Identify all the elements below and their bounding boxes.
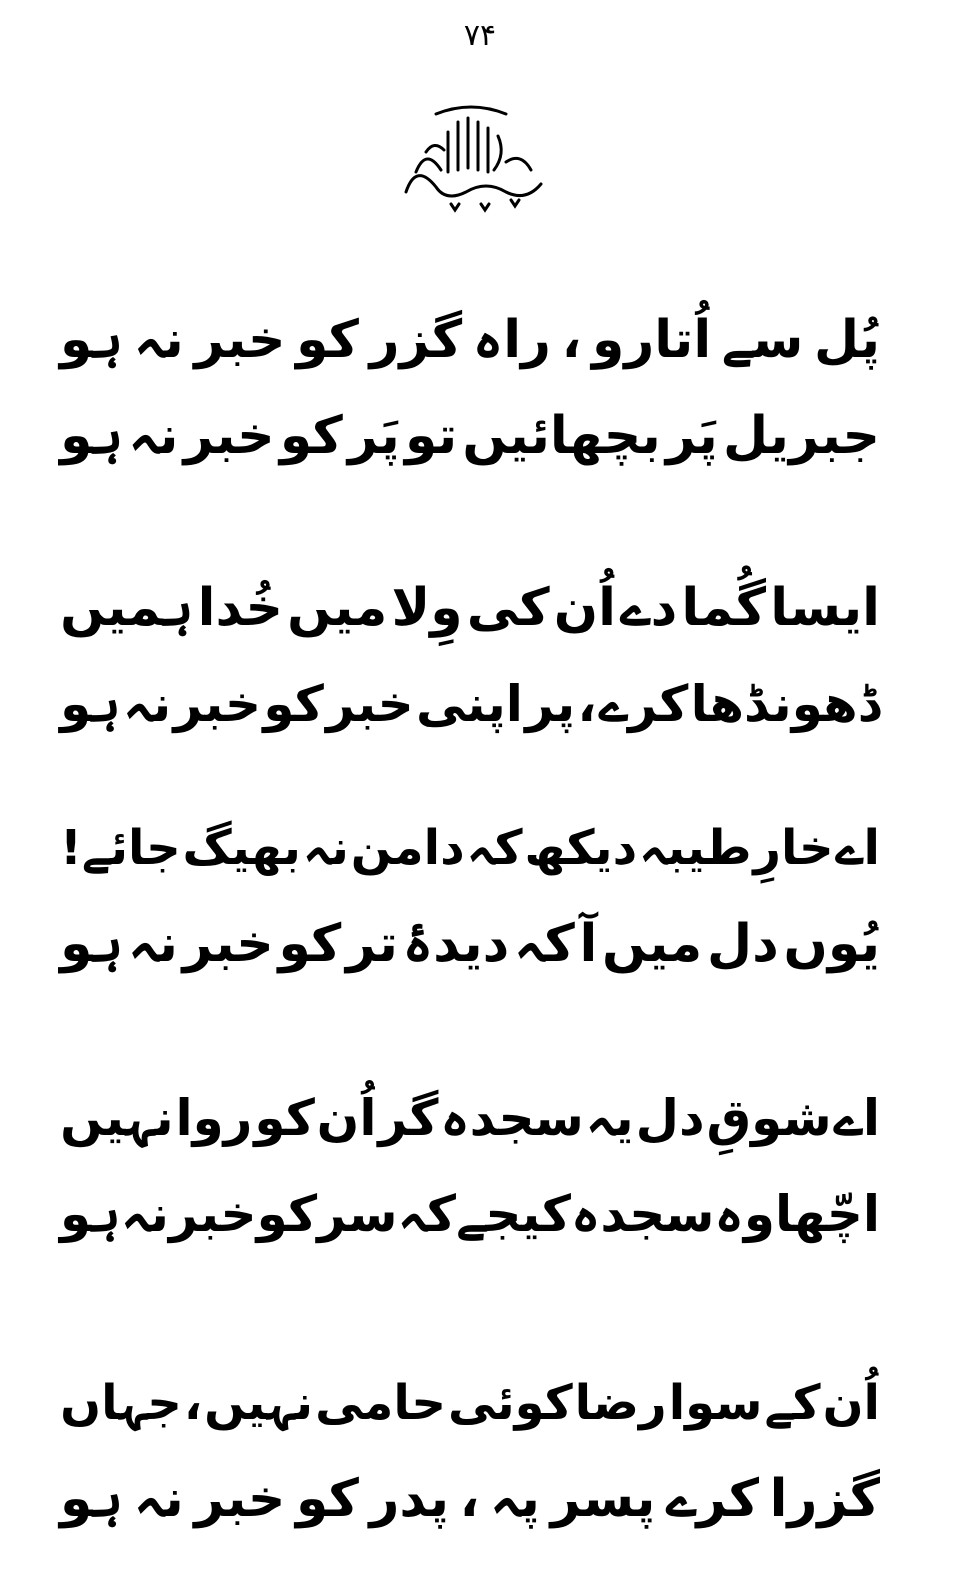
verse-word: خبر	[182, 914, 274, 974]
verse-word: اُن	[553, 578, 616, 638]
calligraphy-emblem-icon	[386, 92, 556, 222]
verse-word: سجدہ	[571, 1185, 715, 1243]
verse-word: اے	[833, 1089, 880, 1147]
verse-word: جائے!	[60, 820, 181, 876]
verse-word: ہو	[60, 1185, 121, 1243]
verse-word: کو	[256, 1185, 318, 1243]
verse-word: کرے	[598, 675, 689, 733]
verse-word: کہ	[397, 1185, 456, 1243]
verse-word: اچّھا	[775, 1185, 880, 1243]
verse-word: ہو	[60, 406, 124, 466]
verse-word: ڈھونڈھا	[690, 675, 880, 733]
verse-word: گزرا	[769, 1469, 880, 1529]
verse-word: ہمیں	[60, 578, 194, 638]
verse-word: نہ	[120, 1185, 169, 1243]
verse-word: پَر	[347, 406, 400, 466]
verse-word: گُما	[681, 578, 767, 638]
page-number: ۷۴	[463, 18, 497, 53]
verse-word: پسر	[550, 1469, 656, 1529]
verse-word: تر	[346, 914, 398, 974]
verse-word: کرے	[665, 1469, 760, 1529]
verse-word: دامن	[350, 820, 465, 876]
verse-word: سر	[317, 1185, 398, 1243]
verse-word: سوا	[668, 1375, 763, 1431]
verse-word: نہ	[302, 820, 349, 876]
verse-word: ،	[561, 310, 582, 370]
verse-word: راہ	[472, 310, 551, 370]
verse-word: خارِ	[753, 820, 834, 876]
verse-word: اُن	[822, 1375, 880, 1431]
stanza-1	[60, 292, 880, 484]
verse-word: کے	[764, 1375, 821, 1431]
verse-word: نہ	[128, 406, 179, 466]
verse-word: خبر	[169, 1185, 257, 1243]
verse-word: وہ	[714, 1185, 775, 1243]
verse-word: سے	[721, 310, 804, 370]
verse-word: جہاں	[60, 1375, 182, 1431]
verse-word: آ	[579, 914, 598, 974]
verse-word: ہو	[60, 310, 124, 370]
verse-word: ،	[459, 1469, 480, 1529]
verse-word: پدر	[369, 1469, 449, 1529]
verse-word: یہ	[585, 1089, 634, 1147]
verse-word: نہ	[133, 1469, 184, 1529]
verse-word: پَر	[665, 406, 718, 466]
verse-word: خبر	[183, 406, 275, 466]
verse-word: خبر	[194, 1469, 286, 1529]
verse-word: بھیگ	[182, 820, 301, 876]
verse-word: کو	[296, 1469, 359, 1529]
verse-line	[60, 560, 880, 656]
verse-word: اُن	[316, 1089, 377, 1147]
verse-word: نہ	[123, 675, 172, 733]
verse-word: ہو	[60, 1469, 124, 1529]
verse-line	[60, 896, 880, 992]
verse-word: شوقِ	[706, 1089, 832, 1147]
verse-word: خبر	[173, 675, 262, 733]
verse-word: نہیں	[60, 1089, 174, 1147]
verse-word: کو	[254, 1089, 315, 1147]
verse-word: دیدۂ	[402, 914, 510, 974]
verse-word: نہ	[133, 310, 184, 370]
verse-word: خبر	[326, 675, 414, 733]
verse-word: گر	[378, 1089, 439, 1147]
verse-word: کو	[296, 310, 359, 370]
verse-word: سجدہ	[440, 1089, 584, 1147]
verse-word: دے	[620, 578, 678, 638]
stanza-2	[60, 560, 880, 752]
stanza-4	[60, 1070, 880, 1262]
verse-word: جبریل	[723, 406, 880, 466]
verse-word: دیکھ	[524, 820, 638, 876]
verse-word: ،	[183, 1375, 203, 1431]
verse-word: اپنی	[416, 675, 523, 733]
verse-word: پُل	[814, 310, 880, 370]
verse-word: رضا	[574, 1375, 667, 1431]
verse-line	[60, 656, 880, 752]
verse-word: ہو	[60, 914, 124, 974]
verse-word: بچھائیں	[462, 406, 661, 466]
stanza-5	[60, 1355, 880, 1547]
verse-word: ہو	[60, 675, 121, 733]
verse-line	[60, 1166, 880, 1262]
verse-word: ،	[577, 675, 597, 733]
verse-word: ایسا	[770, 578, 880, 638]
verse-line	[60, 1355, 880, 1451]
verse-word: حامی	[315, 1375, 446, 1431]
verse-word: کوئی	[448, 1375, 573, 1431]
verse-word: دل	[706, 914, 779, 974]
verse-word: نہیں	[204, 1375, 314, 1431]
verse-line	[60, 1070, 880, 1166]
verse-word: خُدا	[197, 578, 283, 638]
verse-word: یُوں	[783, 914, 880, 974]
verse-word: گزر	[369, 310, 463, 370]
verse-word: پہ	[489, 1469, 540, 1529]
verse-word: طیبہ	[639, 820, 752, 876]
verse-word: تو	[404, 406, 458, 466]
verse-word: خبر	[194, 310, 286, 370]
verse-word: کو	[263, 675, 324, 733]
verse-word: روا	[175, 1089, 253, 1147]
verse-word: نہ	[127, 914, 178, 974]
verse-word: کہ	[466, 820, 523, 876]
verse-word: پر	[525, 675, 576, 733]
verse-word: کہ	[514, 914, 575, 974]
verse-word: اے	[835, 820, 880, 876]
verse-line	[60, 1451, 880, 1547]
verse-word: کیجے	[456, 1185, 571, 1243]
verse-word: وِلا	[391, 578, 463, 638]
verse-line	[60, 388, 880, 484]
verse-word: کو	[278, 914, 342, 974]
verse-word: کی	[466, 578, 550, 638]
verse-word: میں	[602, 914, 703, 974]
verse-line	[60, 800, 880, 896]
verse-word: اُتارو	[592, 310, 712, 370]
stanza-3	[60, 800, 880, 992]
salutation-calligraphy	[386, 92, 556, 222]
verse-line	[60, 292, 880, 388]
verse-word: میں	[287, 578, 388, 638]
verse-word: دل	[635, 1089, 705, 1147]
verse-word: کو	[279, 406, 343, 466]
